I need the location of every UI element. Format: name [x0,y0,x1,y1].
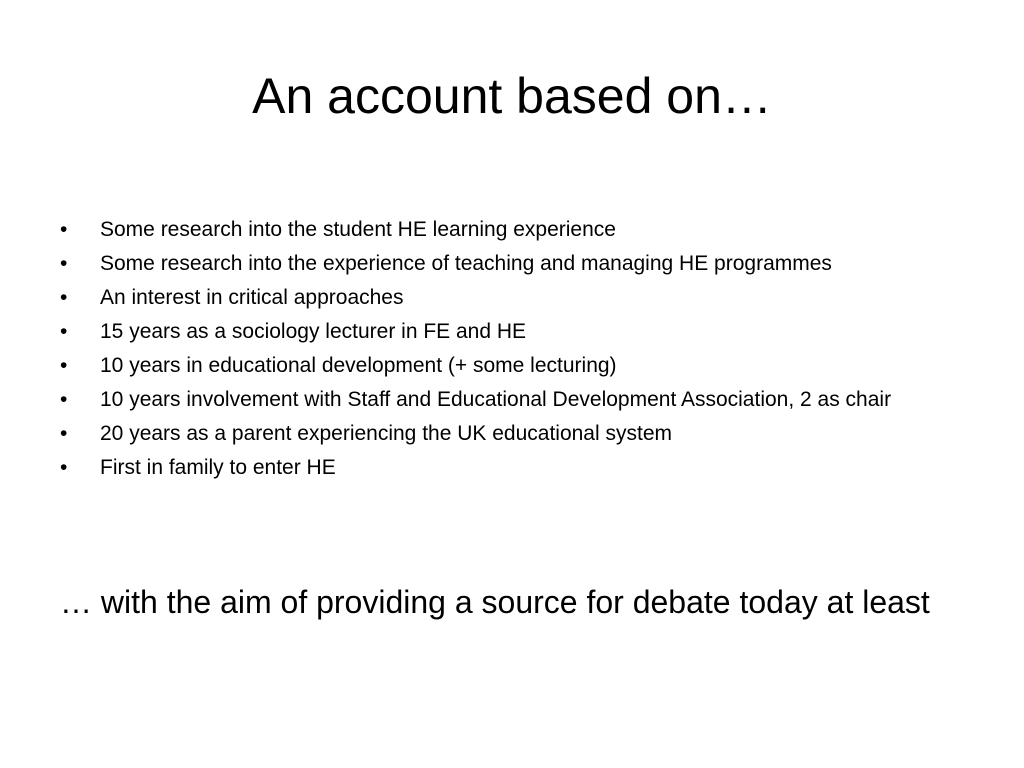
bullet-text: First in family to enter HE [100,456,336,479]
bullet-text: 15 years as a sociology lecturer in FE and HE [100,320,527,343]
bullet-text: Some research into the student HE learning experience [100,218,616,241]
closing-statement: … with the aim of providing a source for debate today at least [60,584,930,620]
bullet-icon: • [60,286,68,309]
bullet-icon: • [60,252,68,275]
bullet-icon: • [60,388,68,411]
list-item [60,454,980,481]
bullet-text: Some research into the experience of teaching and managing HE programmes [100,252,832,275]
list-item [60,284,980,311]
list-item [60,420,980,447]
bullet-icon: • [60,218,68,241]
list-item [60,318,980,345]
bullet-icon: • [60,354,68,377]
bullet-list [60,216,980,488]
list-item [60,352,980,379]
list-item [60,216,980,243]
bullet-text: 10 years in educational development (+ some lecturing) [100,354,617,377]
bullet-icon: • [60,456,68,479]
list-item [60,386,980,413]
bullet-text: An interest in critical approaches [100,286,404,309]
slide-title: An account based on… [252,68,772,124]
bullet-icon: • [60,422,68,445]
bullet-icon: • [60,320,68,343]
bullet-text: 20 years as a parent experiencing the UK educational system [100,422,672,445]
list-item [60,250,980,277]
bullet-text: 10 years involvement with Staff and Educational Development Association, 2 as chair [100,388,892,411]
